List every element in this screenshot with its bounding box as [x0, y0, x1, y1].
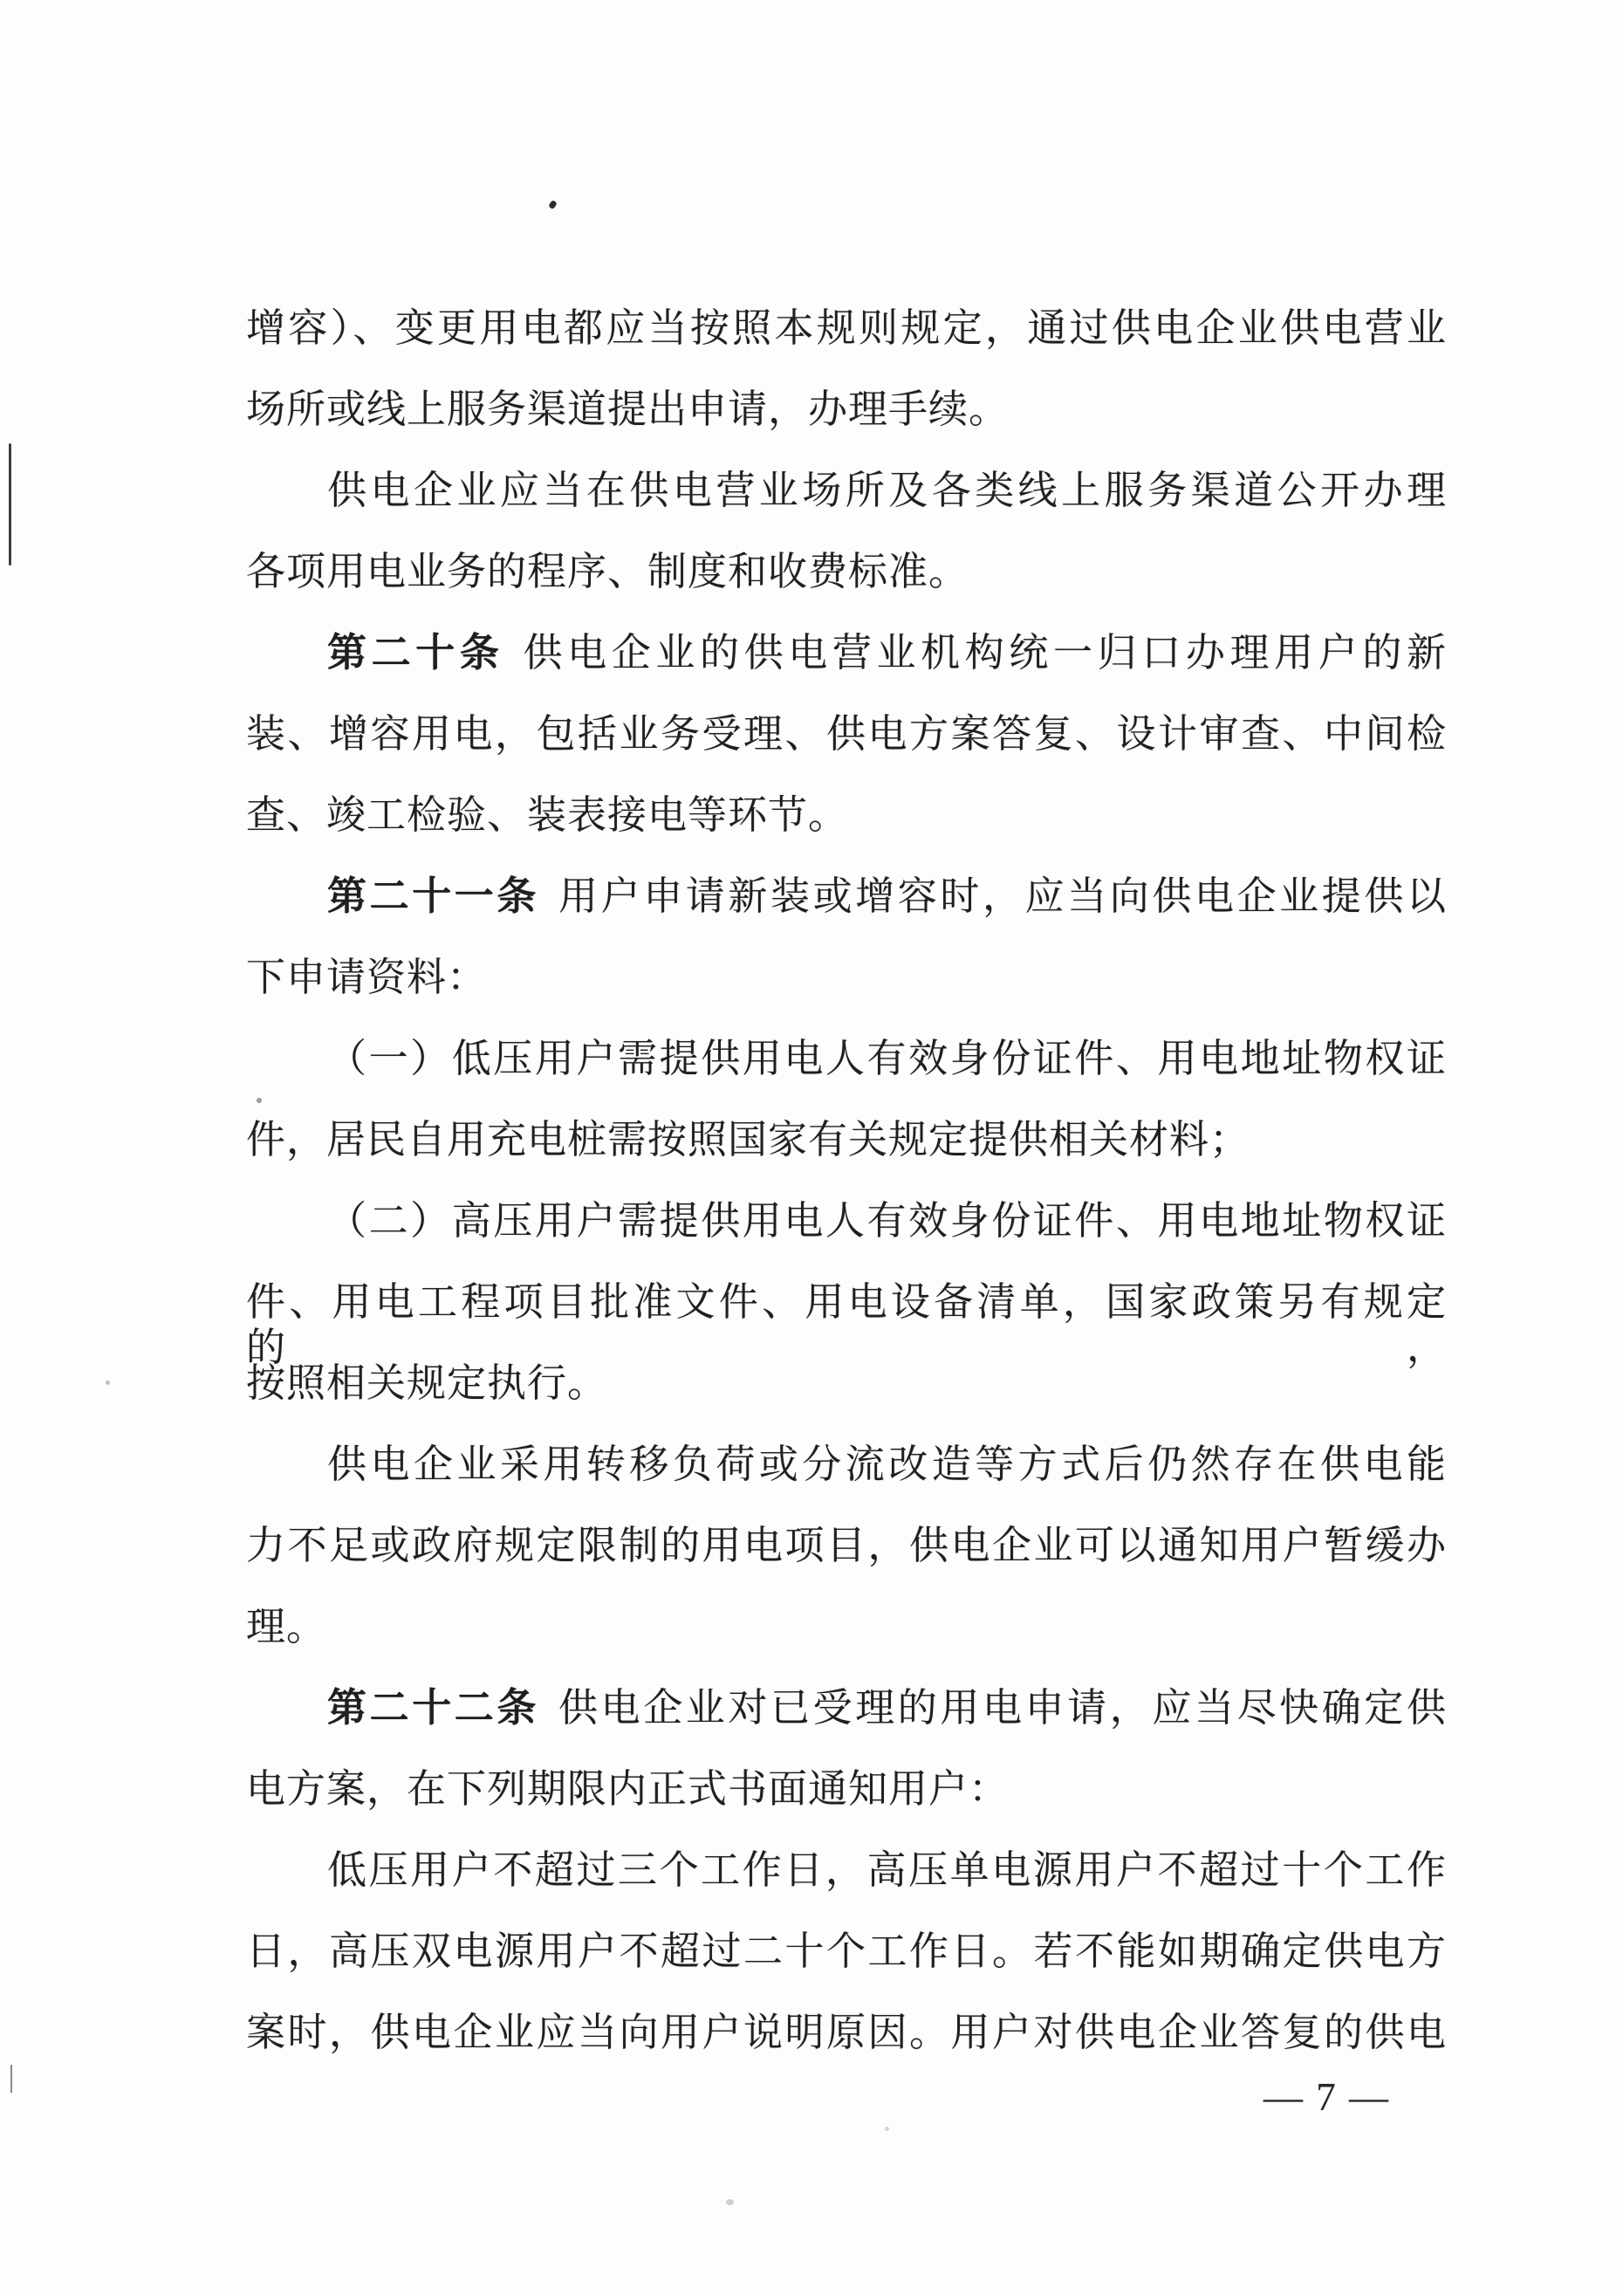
line-text: 件、用电工程项目批准文件、用电设备清单，国家政策另有规定的，: [246, 1280, 1447, 1369]
line-text: 件，居民自用充电桩需按照国家有关规定提供相关材料；: [246, 1118, 1250, 1162]
text-line: [246, 711, 1447, 760]
scan-speck: [548, 200, 558, 209]
text-line: [246, 792, 1447, 841]
line-text: 下申请资料：: [246, 956, 488, 999]
text-line: [246, 305, 1447, 354]
line-text: 按照相关规定执行。: [246, 1361, 608, 1405]
text-line: [327, 1847, 1447, 1896]
article-number: 第二十条: [327, 630, 504, 675]
article-number: 第二十一条: [327, 874, 539, 918]
line-text: 理。: [246, 1605, 327, 1648]
line-text: 供电企业对已受理的用电申请，应当尽快确定供: [558, 1686, 1447, 1730]
line-text: 低压用户不超过三个工作日，高压单电源用户不超过十个工作: [327, 1848, 1447, 1892]
line-text: 增容）、变更用电都应当按照本规则规定，通过供电企业供电营业: [246, 306, 1447, 350]
text-line: [246, 1523, 1447, 1572]
scan-speck: [257, 1098, 262, 1103]
text-line: [246, 955, 1447, 1004]
line-text: 案时，供电企业应当向用户说明原因。用户对供电企业答复的供电: [246, 2011, 1447, 2054]
line-text: 力不足或政府规定限制的用电项目，供电企业可以通知用户暂缓办: [246, 1524, 1447, 1567]
line-text: 查、竣工检验、装表接电等环节。: [246, 793, 849, 837]
line-text: 各项用电业务的程序、制度和收费标准。: [246, 550, 969, 593]
text-line: [246, 387, 1447, 435]
text-line: [246, 1279, 1447, 1369]
line-text: 供电企业的供电营业机构统一归口办理用户的新: [523, 631, 1447, 675]
text-line: [246, 2010, 1447, 2059]
scan-streak-artifact: [9, 443, 11, 565]
line-text: 用户申请新装或增容时，应当向供电企业提供以: [558, 874, 1447, 918]
line-text: 电方案，在下列期限内正式书面通知用户：: [246, 1767, 1010, 1811]
text-line: [246, 1929, 1447, 1977]
text-line: [327, 1036, 1447, 1085]
line-text: 装、增容用电，包括业务受理、供电方案答复、设计审查、中间检: [246, 712, 1447, 756]
scan-speck: [726, 2199, 734, 2205]
line-text: 日，高压双电源用户不超过二十个工作日。若不能如期确定供电方: [246, 1929, 1447, 1973]
text-line: [246, 549, 1447, 598]
page-number: — 7 —: [1263, 2075, 1390, 2119]
text-line: [327, 1685, 1447, 1734]
line-text: 供电企业采用转移负荷或分流改造等方式后仍然存在供电能: [327, 1443, 1447, 1486]
line-text: （二）高压用户需提供用电人有效身份证件、用电地址物权证: [327, 1199, 1447, 1243]
text-line: [327, 630, 1447, 679]
text-line: [327, 1198, 1447, 1247]
text-line: [246, 1117, 1447, 1166]
text-line: [246, 1604, 1447, 1653]
text-line: [327, 1442, 1447, 1491]
text-line: [327, 874, 1447, 922]
scan-speck: [885, 2127, 889, 2131]
article-number: 第二十二条: [327, 1685, 539, 1730]
line-text: （一）低压用户需提供用电人有效身份证件、用电地址物权证: [327, 1037, 1447, 1080]
line-text: 供电企业应当在供电营业场所及各类线上服务渠道公开办理: [327, 469, 1447, 512]
text-line: [327, 468, 1447, 517]
line-text: 场所或线上服务渠道提出申请，办理手续。: [246, 387, 1010, 431]
scan-speck: [106, 1381, 110, 1385]
text-line: [246, 1360, 1447, 1409]
text-line: [246, 1766, 1447, 1815]
scan-streak-artifact: [10, 2065, 12, 2093]
